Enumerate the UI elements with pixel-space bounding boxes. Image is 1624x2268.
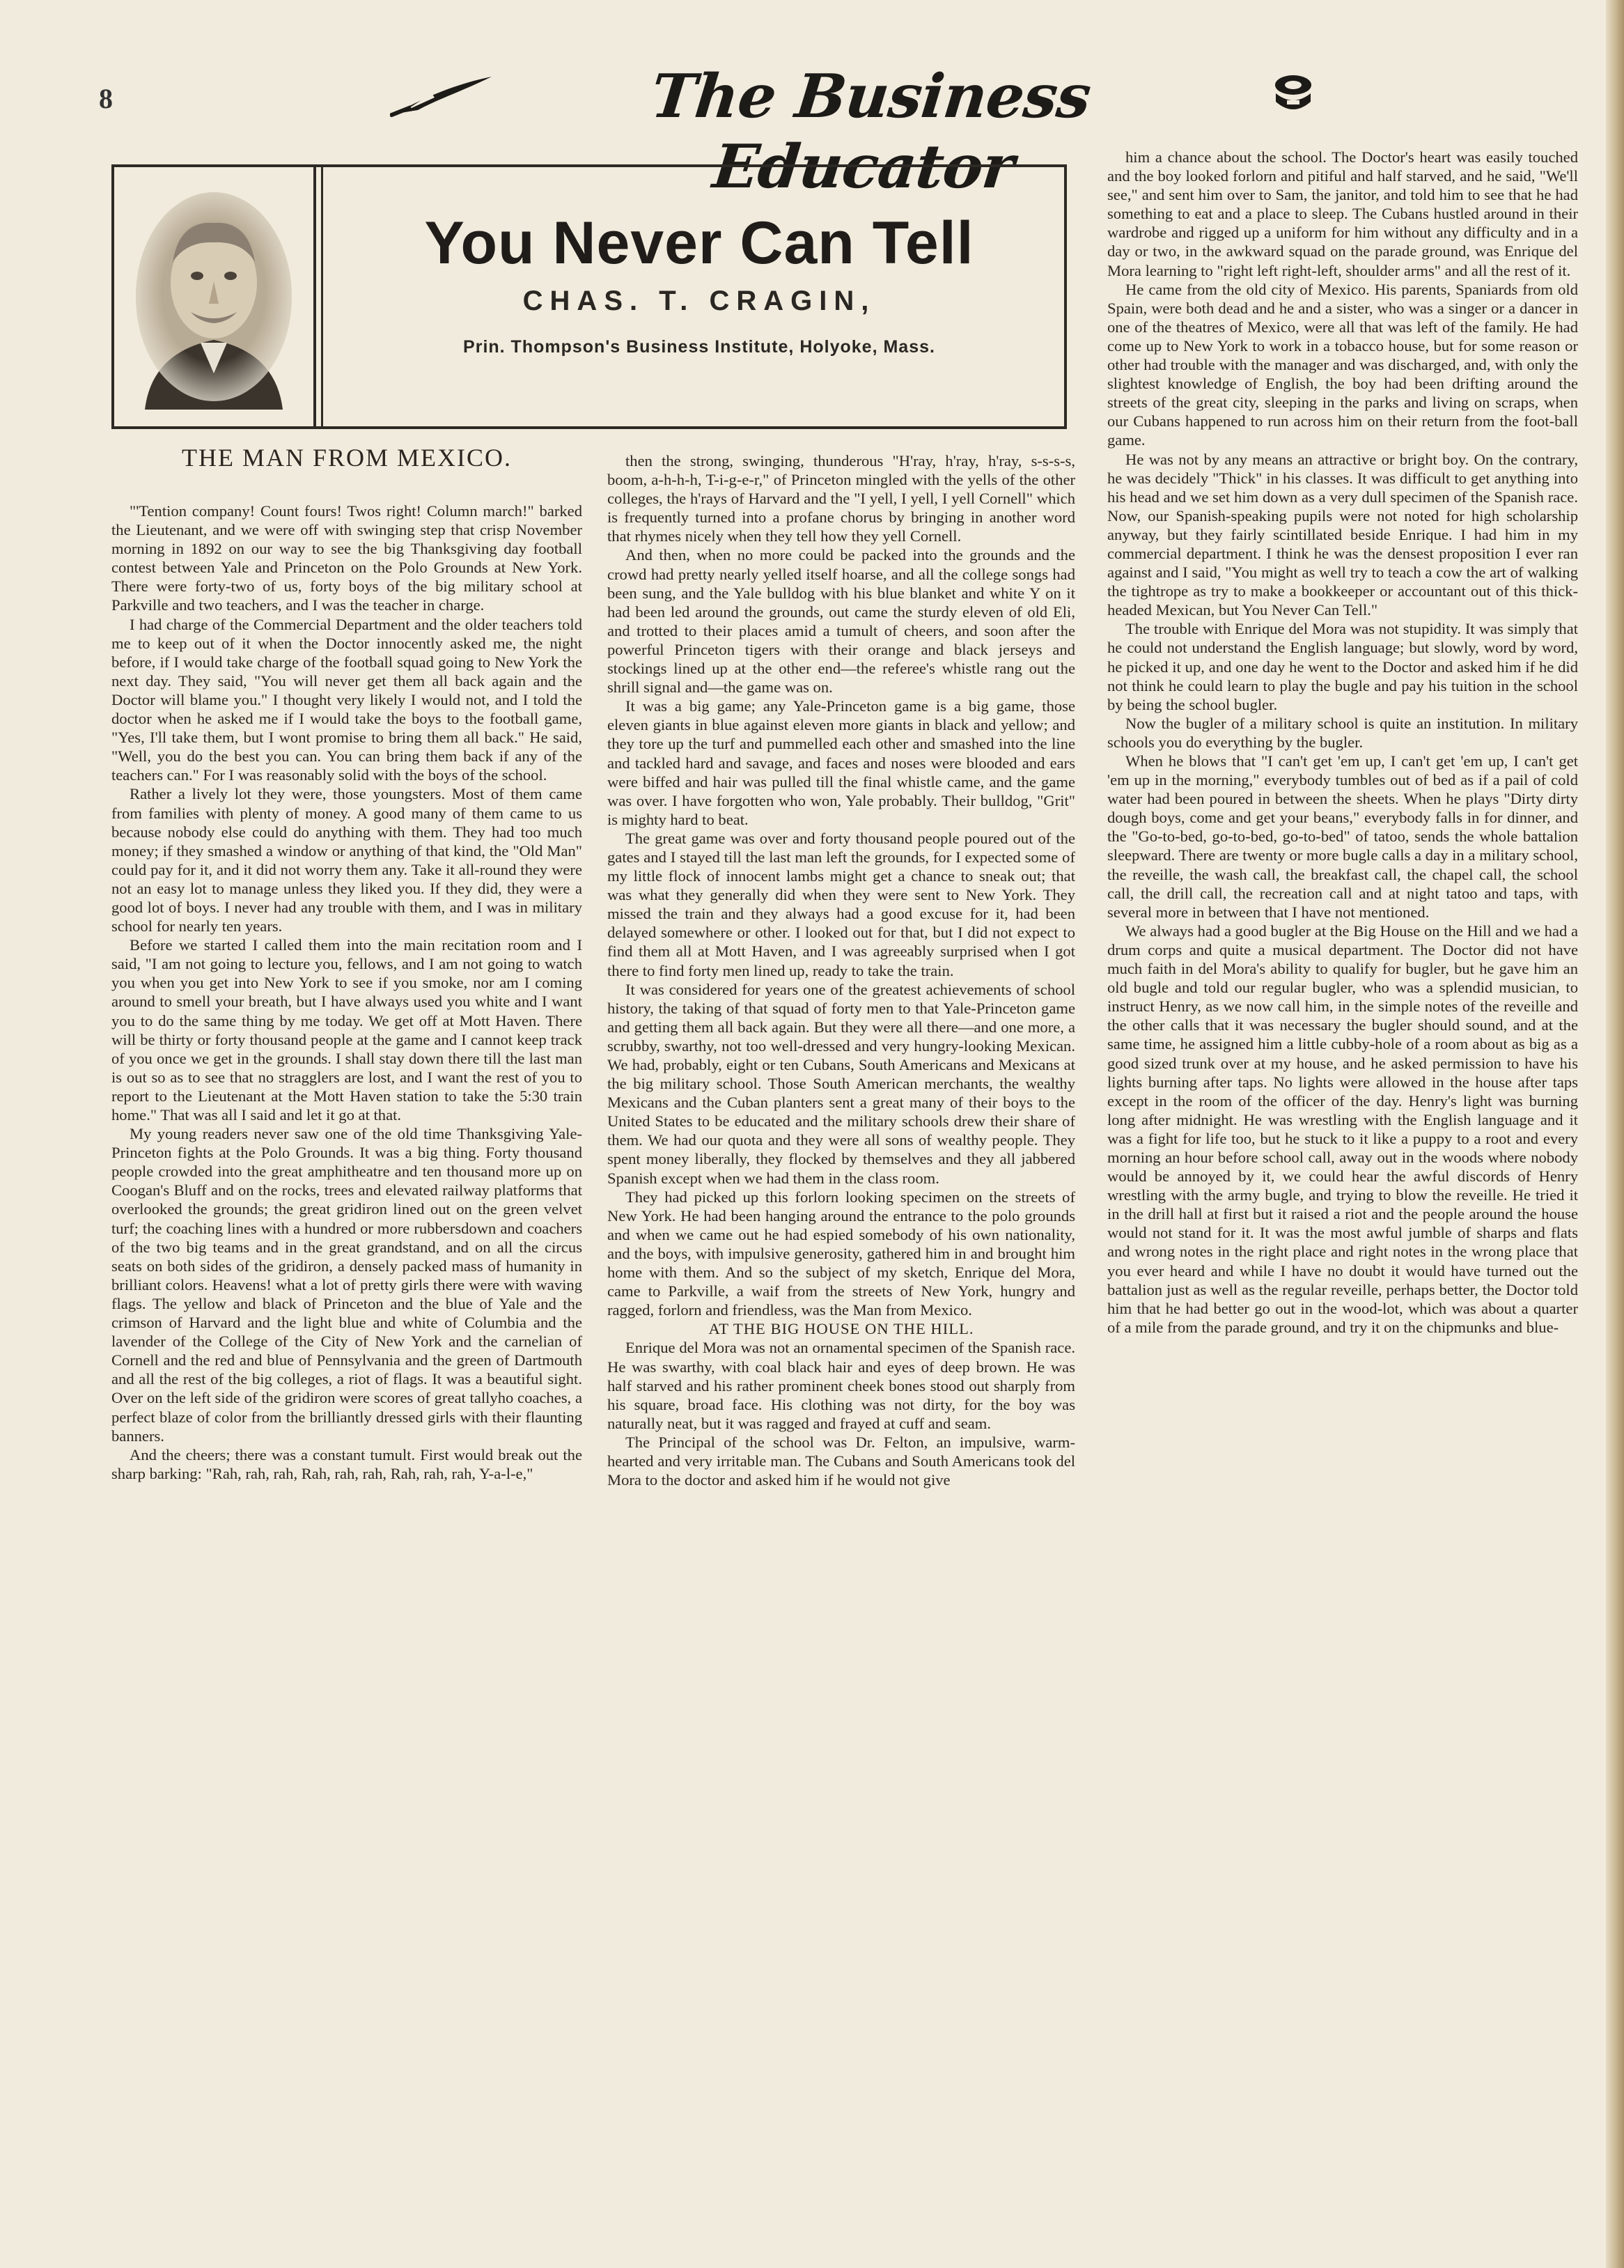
paragraph: The great game was over and forty thousand people poured out of the gates and I stayed till the last man left the grounds, for I expected some of my little flock of innocent lambs might get a chance to sneak out; that was what they generally did when they were sent to New York. They missed the train and they always had a good excuse for it, had been delayed somewhere or other. I looked out for that, but I did not expect to find them all at Mott Haven, and I was agreeably surprised when I got there to find forty men lined up, ready to take the train. bbox=[607, 829, 1075, 979]
paragraph: We always had a good bugler at the Big House on the Hill and we had a drum corps and quite a musical department. The Doctor did not have much faith in del Mora's ability to qualify for bugler, but he gave him an old bugle and told our regular bugler, who was a splendid musician, to instruct Henry, as we now call him, in the simple notes of the reveille and the other calls that it was necessary the bugler should sound, and at the same time, he assigned him a little cubby-hole of a room about as big as a good sized trunk over at my house, and he asked permission to have his lights burning after taps. No lights were allowed in the house after taps except in the room of the officer of the day. Henry's light was burning long after midnight. He was wrestling with the English language and it was a fight for life too, but he stuck to it like a puppy to a root and every morning an hour before school call, away out in the woods where nobody would be annoyed by it, we could hear the awful discords of Henry wrestling with the army bugle, and trying to blow the reveille. He tried it in the drill hall at first but it raised a riot and the people around the house would not stand for it. It was the most awful jumble of sharps and flats and wrong notes in the right place and right notes in the wrong place that you ever heard and while I have no doubt it would have turned out the battalion just as well as the regular reveille, perhaps better, the Doctor told him that he had better go out in the wood-lot, which was about a quarter of a mile from the parade ground, and try it on the chipmunks and blue- bbox=[1107, 922, 1578, 1336]
paragraph: He came from the old city of Mexico. His parents, Spaniards from old Spain, were both dead and he and a sister, who was a singer or a dancer in one of the theatres of Mexico, were all that was left of the family. He had come up to New York to work in a tobacco house, but for some reason or other had trouble with the manager and was discharged, and, with only the slightest knowledge of English, the boy had been drifting around the streets of the great city, sleeping in the parks and living on scraps, when our Cubans happened to run across him on their return from the foot-ball game. bbox=[1107, 280, 1578, 449]
masthead bbox=[390, 61, 1295, 202]
paragraph: Now the bugler of a military school is quite an institution. In military schools you do everything by the bugler. bbox=[1107, 714, 1578, 751]
paragraph: Before we started I called them into the main recitation room and I said, "I am not going to lecture you, fellows, and I am not going to watch you when you get into New York to see if you smoke, nor am I coming around to smell your breath, but I have always used you white and I want you to do the same thing by me today. We get off at Mott Haven. There will be thirty or forty thousand people at the game and I cannot keep track of you once we get in the grounds. I shall stay down there till the last man is out so as to see that no stragglers are lost, and I want the rest of you to report to the Lieutenant at the Mott Haven station to take the 5:30 train home." That was all I said and let it go at that. bbox=[111, 936, 582, 1124]
paragraph: Enrique del Mora was not an ornamental specimen of the Spanish race. He was swarthy, with coal black hair and eyes of deep brown. He was half starved and his rather prominent cheek bones stood out sharply from his square, broad face. His clothing was not dirty, for the boy was naturally neat, but it was ragged and frayed at cuff and seam. bbox=[607, 1339, 1075, 1432]
paragraph: The trouble with Enrique del Mora was not stupidity. It was simply that he could not understand the English language; but slowly, word by word, he picked it up, and one day he went to the Doctor and asked him if he did not think he could learn to play the bugle and pay his tuition in the school by being the school bugler. bbox=[1107, 620, 1578, 713]
paragraph: It was a big game; any Yale-Princeton game is a big game, those eleven giants in blue against eleven more giants in black and yellow; and they tore up the turf and pummelled each other and smashed into the line and tackled hard and savage, and faces and noses were blooded and ears were biffed and hair was pulled till the final whistle came, and the game was over. I have forgotten who won, Yale probably. Their bulldog, "Grit" is mighty hard to beat. bbox=[607, 697, 1075, 828]
paragraph: I had charge of the Commercial Department and the older teachers told me to keep out of it when the Doctor innocently asked me, the night before, if I would take charge of the football squad going to New York the next day. They said, "You will never get them all back again and the Doctor will blame you." I thought very likely I would not, and I told the doctor when he asked me if I would take the boys to the football game, "Yes, I'll take them, but I wont promise to bring them all back." He said, "Well, you do the best you can. You can bring them back if any of the teachers can." For I was reasonably solid with the boys of the school. bbox=[111, 615, 582, 784]
masthead-title: The Business Educator bbox=[648, 61, 1094, 202]
author-portrait bbox=[131, 192, 297, 410]
section-heading: THE MAN FROM MEXICO. bbox=[181, 444, 513, 472]
ornamental-emblem-icon bbox=[1267, 68, 1319, 123]
paragraph: then the strong, swinging, thunderous "H'ray, h'ray, h'ray, s-s-s-s, boom, a-h-h-h, T-i-g-e-r," of Princeton mingled with the yells of the other colleges, the h'rays of Harvard and the "I yell, I yell, I yell Cornell" which is frequently turned into a profane chorus by bringing in another word that rhymes nicely when they tell how they yell Cornell. bbox=[607, 452, 1075, 545]
paragraph: The Principal of the school was Dr. Felton, an impulsive, warm-hearted and very irritable man. The Cubans and South Americans took del Mora to the doctor and asked him if he would not give bbox=[607, 1433, 1075, 1489]
page-number: 8 bbox=[99, 83, 113, 114]
text-column-1 bbox=[111, 502, 582, 1483]
article-header-box bbox=[111, 164, 1067, 429]
paragraph: And then, when no more could be packed into the grounds and the crowd had pretty nearly yelled itself hoarse, and all the college songs had been sung, and the Yale bulldog with his blue blanket and white Y on it had been led around the grounds, out came the sturdy eleven of old Eli, and trotted to their places amid a tumult of cheers, and soon after the powerful Princeton tigers with their orange and black jerseys and stockings lined up at the other end—the referee's whistle rang out the shrill signal and—the game was on. bbox=[607, 546, 1075, 697]
text-column-3 bbox=[1107, 148, 1578, 1337]
page-edge bbox=[1606, 0, 1624, 2268]
paragraph: him a chance about the school. The Doctor's heart was easily touched and the boy looked forlorn and pitiful and half starved, and he said, "We'll see," and sent him over to Sam, the janitor, and told him to see that he had something to eat and a place to sleep. The Cubans hustled around in their wardrobe and rigged up a uniform for him without any difficulty and in a day or two, in the awkward squad on the parade ground, was Enrique del Mora learning to "right left right-left, shoulder arms" and all the rest of it. bbox=[1107, 148, 1578, 279]
paragraph: My young readers never saw one of the old time Thanksgiving Yale-Princeton fights at the Polo Grounds. It was a big thing. Forty thousand people crowded into the great amphitheatre and ten thousand more up on Coogan's Bluff and on the rocks, trees and elevated railway platforms that overlooked the grounds; the great gridiron lined out on the green velvet turf; the coaching lines with a hundred or more rubbersdown and coachers of the two big teams and in the great grandstand, and on all the circus seats on both sides of the gridiron, a densely packed mass of humanity in brilliant colors. Heavens! what a lot of pretty girls there were with waving flags. The yellow and black of Princeton and the blue of Yale and the crimson of Harvard and the light blue and white of Columbia and the lavender of the College of the City of New York and the carnelian of Cornell and the red and blue of Pennsylvania and the green of Dartmouth and all the rest of the big colleges, a riot of flags. It was a beautiful sight. Over on the left side of the gridiron were scores of great tallyho coaches, a perfect blaze of color from the brilliantly dressed girls with their flaunting banners. bbox=[111, 1125, 582, 1445]
text-column-2 bbox=[607, 451, 1075, 1489]
paragraph: They had picked up this forlorn looking specimen on the streets of New York. He had been hanging around the entrance to the polo grounds and when we came out he had espied somebody of his own nationality, and the boys, with impulsive generosity, gathered him in and brought him home with them. And so the subject of my sketch, Enrique del Mora, came to Parkville, a waif from the streets of New York, hungry and ragged, forlorn and friendless, was the Man from Mexico. bbox=[607, 1188, 1075, 1319]
paragraph: He was not by any means an attractive or bright boy. On the contrary, he was decidely "Thick" in his classes. It was difficult to get anything into his head and we set him down as a very dull specimen of the Spanish race. Now, our Spanish-speaking pupils were not noted for high scholarship anyway, but they fairly scintillated beside Enrique. I had him in my commercial department. I think he was the densest proposition I ever ran against and I said, "You might as well try to teach a cow the art of walking the tightrope as try to make a bookkeeper or accountant out of this thick-headed Mexican, but You Never Can Tell." bbox=[1107, 450, 1578, 619]
author-affiliation: Prin. Thompson's Business Institute, Holyoke, Mass. bbox=[463, 337, 935, 357]
author-name: CHAS. T. CRAGIN, bbox=[522, 286, 876, 316]
paragraph: And the cheers; there was a constant tumult. First would break out the sharp barking: "Rah, rah, rah, Rah, rah, rah, Rah, rah, rah, Y-a-l-e," bbox=[111, 1445, 582, 1482]
quill-pen-icon bbox=[390, 74, 494, 121]
article-title: You Never Can Tell bbox=[424, 210, 974, 277]
paragraph: It was considered for years one of the greatest achievements of school history, the taking of that squad of forty men to that Yale-Princeton game and getting them all back again. But they were all there—and one more, a scrubby, swarthy, not too well-dressed and very hungry-looking Mexican. We had, probably, eight or ten Cubans, South Americans and Mexicans at the big military school. Those South American merchants, the wealthy Mexicans and the Cuban planters sent a great many of their boys to the United States to be educated and the military schools drew their share of them. We had our quota and they were all sons of wealthy people. They spent money liberally, they flocked by themselves and they all jabbered Spanish except when we had them in the class room. bbox=[607, 980, 1075, 1187]
subsection-heading: AT THE BIG HOUSE ON THE HILL. bbox=[708, 1320, 974, 1338]
paragraph: "'Tention company! Count fours! Twos right! Column march!" barked the Lieutenant, and we were off with swinging step that crisp November morning in 1892 on our way to see the big Thanksgiving day football contest between Yale and Princeton on the Polo Grounds at New York. There were forty-two of us, forty boys of the big military school at Parkville and two teachers, and I was the teacher in charge. bbox=[111, 502, 582, 614]
header-divider bbox=[313, 167, 323, 426]
paragraph: When he blows that "I can't get 'em up, I can't get 'em up, I can't get 'em up in the morning," everybody tumbles out of bed as if a pail of cold water had been poured in between the sheets. When he plays "Dirty dirty dough boys, come and get your beans," everybody falls in for dinner, and the "Go-to-bed, go-to-bed, go-to-bed" of tatoo, sends the whole battalion sleepward. There are twenty or more bugle calls a day in a military school, the reveille, the wash call, the breakfast call, the chapel call, the school call, the drill call, the recreation call and at night tatoo and taps, with several more in between that I have not mentioned. bbox=[1107, 752, 1578, 921]
paragraph: Rather a lively lot they were, those youngsters. Most of them came from families with plenty of money. A good many of them came to us because nobody else could do anything with them. They had too much money; if they smashed a window or anything of that kind, the "Old Man" could pay for it, and it did not worry them any. Take it all-round they were not an easy lot to manage unless they liked you. If they did, they were a good lot of boys. I never had any trouble with them, and I was in military school for nearly ten years. bbox=[111, 785, 582, 935]
